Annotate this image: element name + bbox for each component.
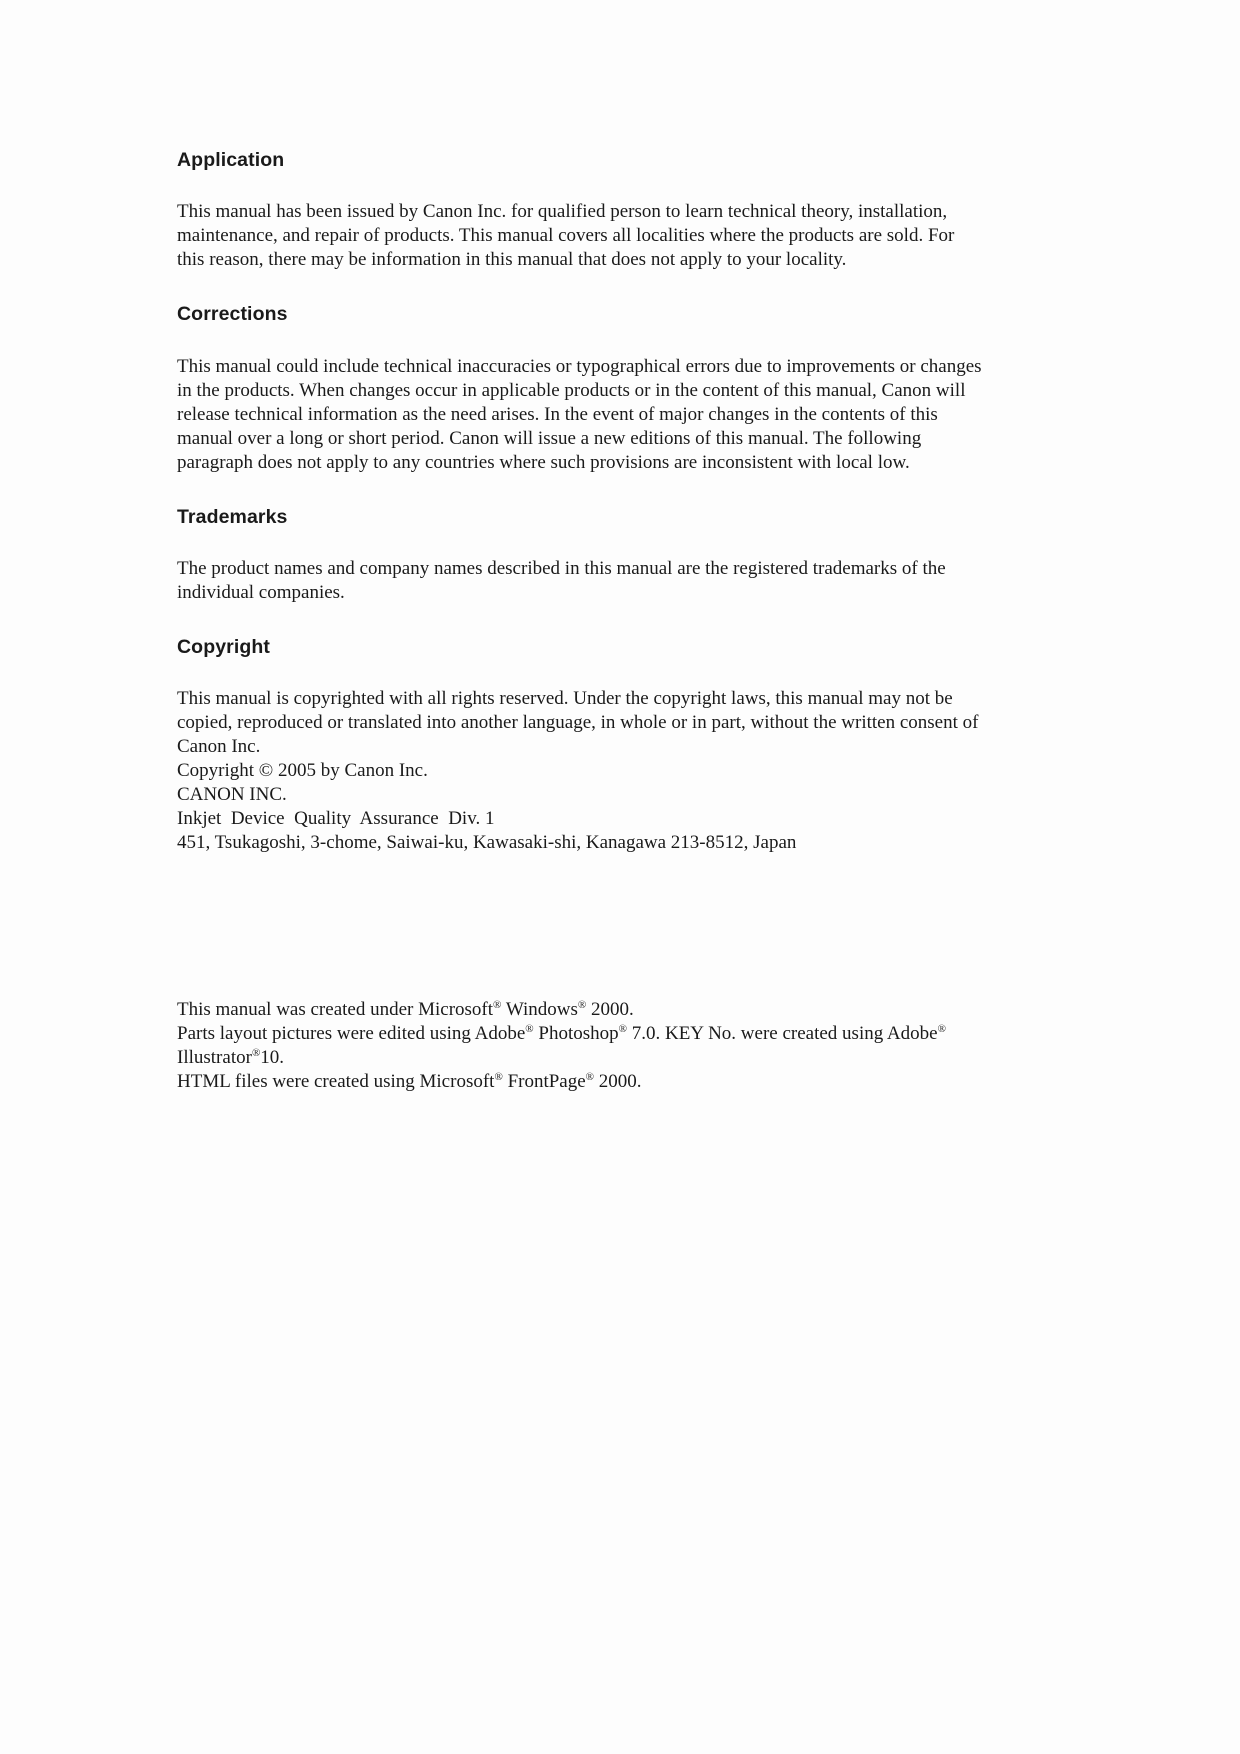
division-name: Inkjet Device Quality Assurance Div. 1 <box>177 808 495 829</box>
copyright-line: This manual is copyrighted with all rights reserved. Under the copyright laws, this manual may not be <box>177 688 953 709</box>
copyright-heading: Copyright <box>177 636 270 658</box>
software-note-text: 10. <box>260 1047 285 1068</box>
software-note-text: Photoshop <box>533 1023 619 1044</box>
corrections-paragraph <box>177 355 982 475</box>
company-name: CANON INC. <box>177 784 287 805</box>
software-note-text: 2000. <box>586 999 634 1020</box>
trademarks-heading: Trademarks <box>177 506 288 528</box>
software-note-text: 7.0. KEY No. were created using Adobe <box>626 1023 938 1044</box>
software-note-text: HTML files were created using Microsoft <box>177 1071 495 1092</box>
application-line: this reason, there may be information in this manual that does not apply to your locality. <box>177 249 847 270</box>
software-notes <box>177 998 946 1094</box>
company-address: 451, Tsukagoshi, 3-chome, Saiwai-ku, Kawasaki-shi, Kanagawa 213-8512, Japan <box>177 832 797 853</box>
software-note-line <box>177 1046 946 1070</box>
registered-mark: ® <box>618 1023 627 1035</box>
copyright-line: copied, reproduced or translated into another language, in whole or in part, without the written consent of <box>177 712 979 733</box>
software-note-text: 2000. <box>594 1071 642 1092</box>
application-line: maintenance, and repair of products. This manual covers all localities where the products are sold. For <box>177 225 955 246</box>
corrections-line: manual over a long or short period. Canon will issue a new editions of this manual. The following <box>177 428 922 449</box>
software-note-line <box>177 1022 946 1046</box>
corrections-line: paragraph does not apply to any countries where such provisions are inconsistent with local low. <box>177 452 910 473</box>
registered-mark: ® <box>577 999 587 1011</box>
corrections-line: release technical information as the need arises. In the event of major changes in the contents of this <box>177 404 938 425</box>
registered-mark: ® <box>251 1047 261 1059</box>
application-paragraph <box>177 200 954 272</box>
application-line: This manual has been issued by Canon Inc. for qualified person to learn technical theory, installation, <box>177 201 948 222</box>
registered-mark: ® <box>494 1071 503 1083</box>
registered-mark: ® <box>937 1023 946 1035</box>
trademarks-line: The product names and company names described in this manual are the registered trademarks of the <box>177 558 946 579</box>
corrections-line: in the products. When changes occur in applicable products or in the content of this manual, Canon will <box>177 380 966 401</box>
corrections-heading: Corrections <box>177 303 288 325</box>
trademarks-paragraph <box>177 557 946 605</box>
copyright-paragraph <box>177 687 978 855</box>
registered-mark: ® <box>585 1071 595 1083</box>
registered-mark: ® <box>525 1023 534 1035</box>
trademarks-line: individual companies. <box>177 582 345 603</box>
copyright-notice: Copyright © 2005 by Canon Inc. <box>177 760 428 781</box>
software-note-text: FrontPage <box>502 1071 586 1092</box>
corrections-line: This manual could include technical inaccuracies or typographical errors due to improvements or changes <box>177 356 982 377</box>
registered-mark: ® <box>493 999 502 1011</box>
software-note-text: Illustrator <box>177 1047 252 1068</box>
copyright-line: Canon Inc. <box>177 736 261 757</box>
software-note-line <box>177 998 946 1022</box>
software-note-text: Parts layout pictures were edited using Adobe <box>177 1023 526 1044</box>
application-heading: Application <box>177 149 285 171</box>
software-note-text: This manual was created under Microsoft <box>177 999 494 1020</box>
software-note-line <box>177 1070 946 1094</box>
software-note-text: Windows <box>501 999 578 1020</box>
